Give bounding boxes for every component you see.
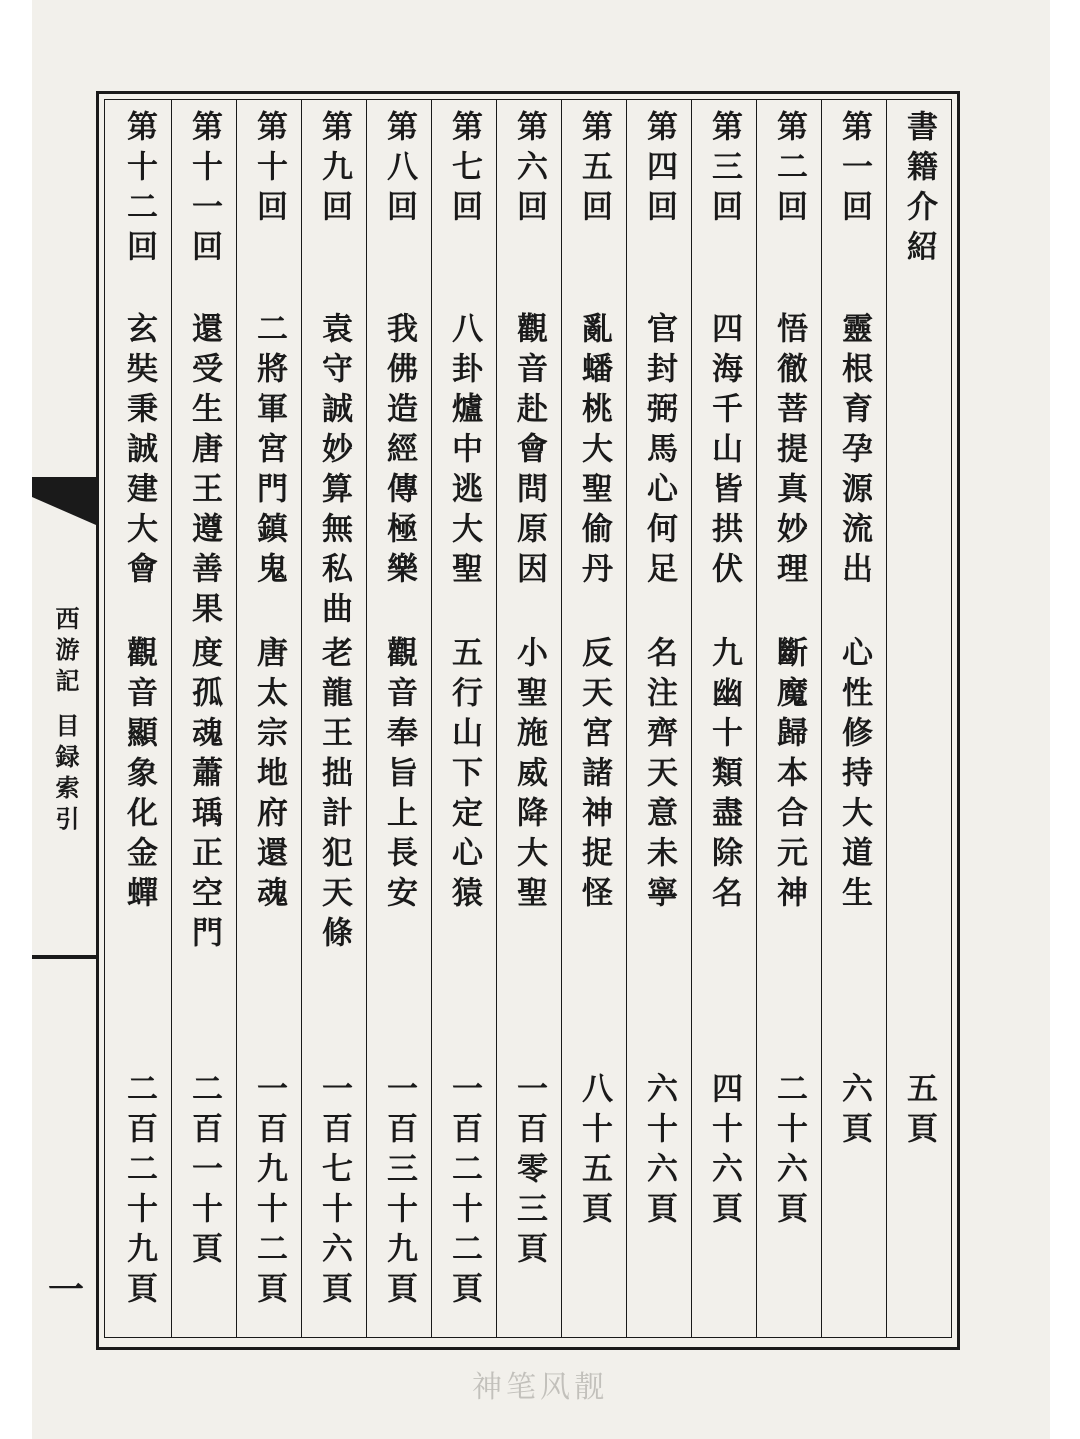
chapter-couplet-second: 觀音顯象化金蟬 xyxy=(121,636,157,916)
contents-column-chapter-8[interactable] xyxy=(366,100,431,1337)
chapter-couplet-first: 靈根育孕源流出 xyxy=(836,312,872,592)
chapter-title: 第十一回 xyxy=(186,110,222,270)
chapter-page: 二百二十九頁 xyxy=(121,1072,157,1312)
chapter-couplet-second: 反天宮諸神捉怪 xyxy=(576,636,612,916)
chapter-couplet-second: 名注齊天意未寧 xyxy=(641,636,677,916)
chapter-page: 六十六頁 xyxy=(641,1072,677,1232)
chapter-page: 二百一十頁 xyxy=(186,1072,222,1272)
chapter-couplet-first: 亂蟠桃大聖偷丹 xyxy=(576,312,612,592)
contents-column-chapter-10[interactable] xyxy=(236,100,301,1337)
chapter-couplet-first: 八卦爐中逃大聖 xyxy=(446,312,482,592)
chapter-couplet-first: 四海千山皆拱伏 xyxy=(706,312,742,592)
side-tab-bottom-bar xyxy=(32,955,96,959)
chapter-couplet-second: 小聖施威降大聖 xyxy=(511,636,547,916)
chapter-couplet-second: 斷魔歸本合元神 xyxy=(771,636,807,916)
contents-column-chapter-9[interactable] xyxy=(301,100,366,1337)
chapter-couplet-second: 度孤魂蕭瑀正空門 xyxy=(186,636,222,956)
contents-column-chapter-5[interactable] xyxy=(561,100,626,1337)
chapter-couplet-second: 唐太宗地府還魂 xyxy=(251,636,287,916)
contents-column-chapter-12[interactable] xyxy=(106,100,171,1337)
chapter-title: 第八回 xyxy=(381,110,417,230)
chapter-couplet-second: 心性修持大道生 xyxy=(836,636,872,916)
chapter-page: 六頁 xyxy=(836,1072,872,1152)
chapter-title: 第九回 xyxy=(316,110,352,230)
book-title: 西游記 xyxy=(51,606,80,699)
contents-column-chapter-1[interactable] xyxy=(821,100,886,1337)
chapter-couplet-second: 觀音奉旨上長安 xyxy=(381,636,417,916)
contents-column-chapter-4[interactable] xyxy=(626,100,691,1337)
chapter-title: 第六回 xyxy=(511,110,547,230)
chapter-couplet-second: 老龍王拙計犯天條 xyxy=(316,636,352,956)
chapter-title: 第二回 xyxy=(771,110,807,230)
chapter-title: 第四回 xyxy=(641,110,677,230)
contents-column-chapter-11[interactable] xyxy=(171,100,236,1337)
chapter-page: 五頁 xyxy=(901,1072,937,1152)
chapter-title: 書籍介紹 xyxy=(901,110,937,270)
watermark: 神笔风靓 xyxy=(472,1370,608,1405)
side-tab-top-bar xyxy=(32,477,96,485)
chapter-title: 第七回 xyxy=(446,110,482,230)
chapter-couplet-first: 悟徹菩提真妙理 xyxy=(771,312,807,592)
contents-column-intro[interactable] xyxy=(886,100,951,1337)
section-title: 目録索引 xyxy=(51,713,80,837)
contents-column-chapter-2[interactable] xyxy=(756,100,821,1337)
chapter-couplet-first: 我佛造經傳極樂 xyxy=(381,312,417,592)
contents-column-chapter-3[interactable] xyxy=(691,100,756,1337)
chapter-page: 二十六頁 xyxy=(771,1072,807,1232)
chapter-page: 四十六頁 xyxy=(706,1072,742,1232)
chapter-page: 一百三十九頁 xyxy=(381,1072,417,1312)
chapter-couplet-first: 觀音赴會問原因 xyxy=(511,312,547,592)
chapter-couplet-second: 五行山下定心猿 xyxy=(446,636,482,916)
chapter-couplet-first: 官封弼馬心何足 xyxy=(641,312,677,592)
chapter-couplet-first: 玄奘秉誠建大會 xyxy=(121,312,157,592)
chapter-title: 第一回 xyxy=(836,110,872,230)
chapter-title: 第五回 xyxy=(576,110,612,230)
contents-column-chapter-6[interactable] xyxy=(496,100,561,1337)
chapter-page: 八十五頁 xyxy=(576,1072,612,1232)
contents-column-chapter-7[interactable] xyxy=(431,100,496,1337)
side-label xyxy=(48,606,83,837)
chapter-page: 一百九十二頁 xyxy=(251,1072,287,1312)
chapter-couplet-first: 二將軍宮門鎮鬼 xyxy=(251,312,287,592)
contents-table xyxy=(105,100,951,1337)
chapter-page: 一百二十二頁 xyxy=(446,1072,482,1312)
page-number: 一 xyxy=(48,1269,85,1311)
chapter-title: 第十回 xyxy=(251,110,287,230)
chapter-title: 第十二回 xyxy=(121,110,157,270)
chapter-page: 一百七十六頁 xyxy=(316,1072,352,1312)
chapter-couplet-first: 袁守誠妙算無私曲 xyxy=(316,312,352,632)
chapter-couplet-first: 還受生唐王遵善果 xyxy=(186,312,222,632)
chapter-title: 第三回 xyxy=(706,110,742,230)
chapter-page: 一百零三頁 xyxy=(511,1072,547,1272)
chapter-couplet-second: 九幽十類盡除名 xyxy=(706,636,742,916)
